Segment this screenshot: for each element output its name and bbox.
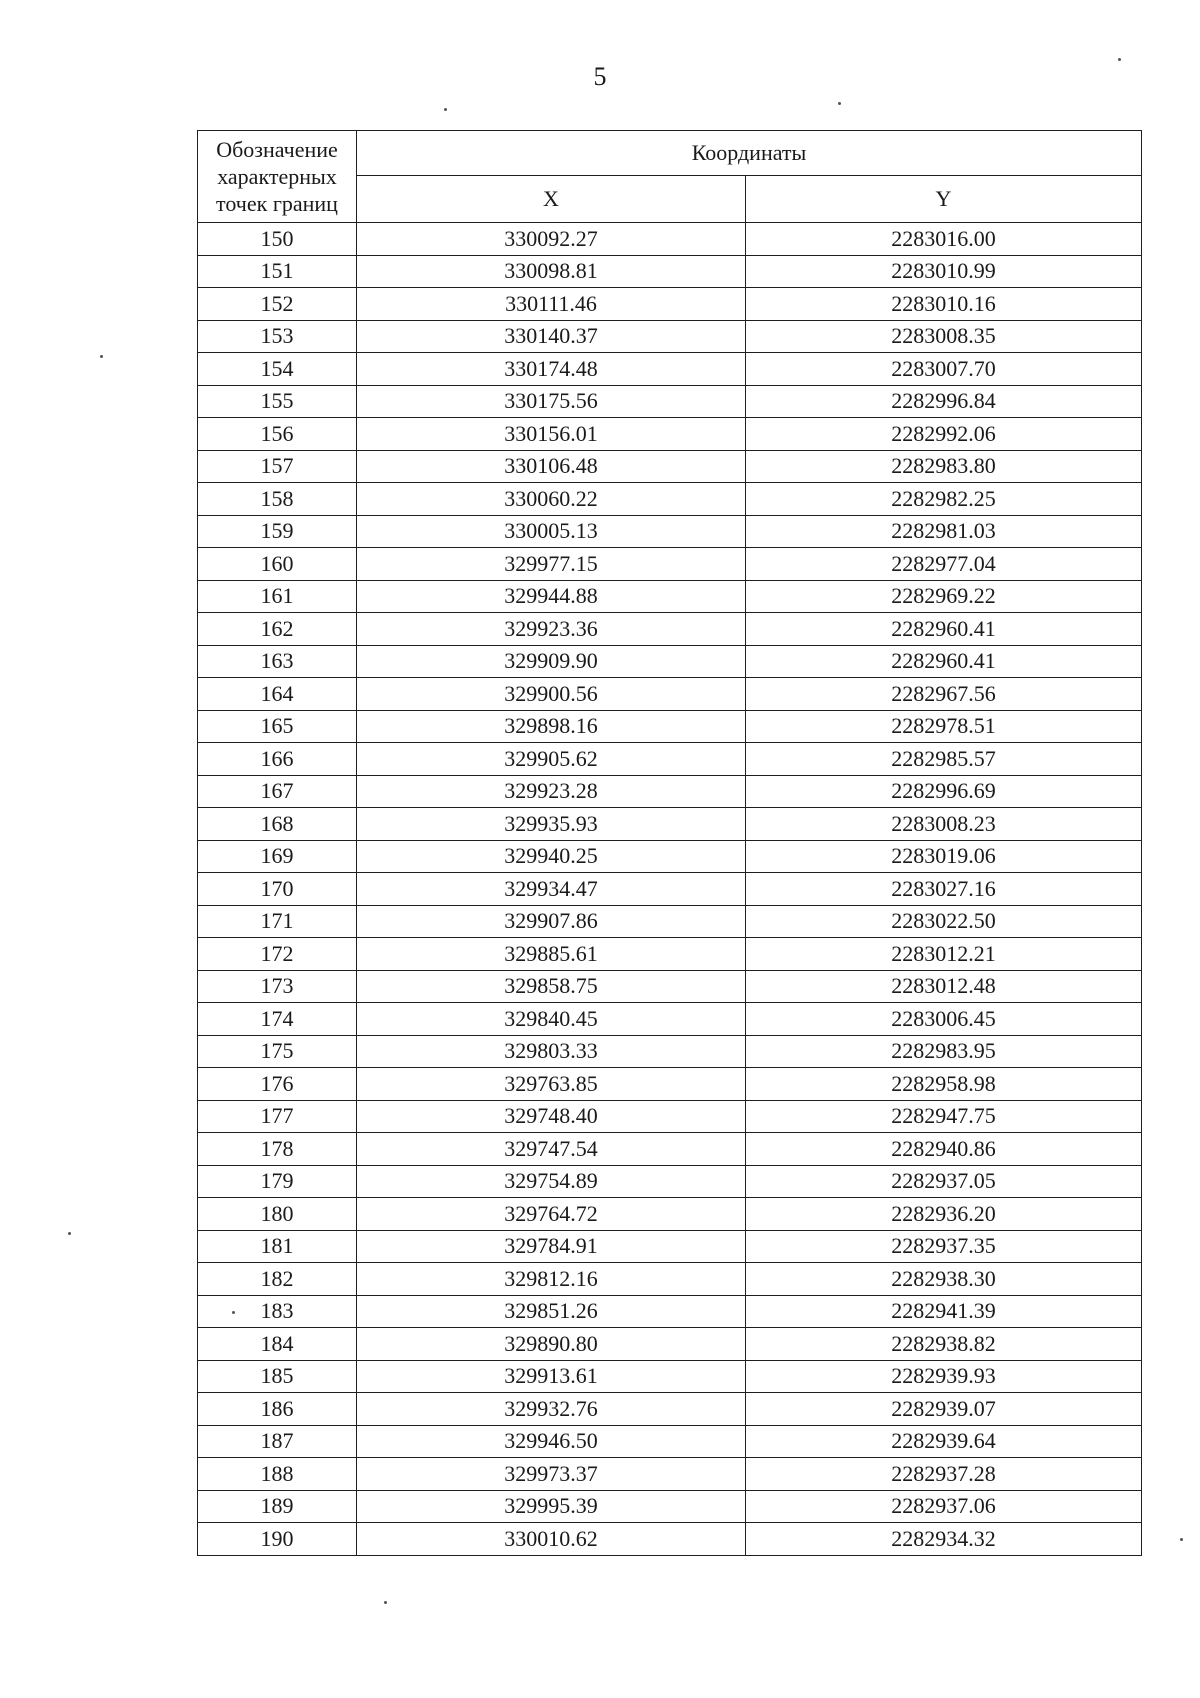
point-cell: 181 bbox=[198, 1230, 357, 1263]
y-coordinate-cell: 2283010.99 bbox=[746, 255, 1142, 288]
y-coordinate-cell: 2282977.04 bbox=[746, 548, 1142, 581]
point-cell: 182 bbox=[198, 1263, 357, 1296]
point-cell: 188 bbox=[198, 1458, 357, 1491]
x-coordinate-cell: 329944.88 bbox=[357, 580, 746, 613]
y-coordinate-cell: 2282939.93 bbox=[746, 1360, 1142, 1393]
y-coordinate-cell: 2282960.41 bbox=[746, 613, 1142, 646]
point-cell: 157 bbox=[198, 450, 357, 483]
y-coordinate-cell: 2282939.64 bbox=[746, 1425, 1142, 1458]
y-coordinate-cell: 2283008.23 bbox=[746, 808, 1142, 841]
x-coordinate-cell: 329995.39 bbox=[357, 1490, 746, 1523]
y-coordinate-cell: 2283008.35 bbox=[746, 320, 1142, 353]
table-row bbox=[198, 483, 1142, 516]
table-row bbox=[198, 873, 1142, 906]
table-row bbox=[198, 288, 1142, 321]
y-coordinate-cell: 2282941.39 bbox=[746, 1295, 1142, 1328]
table-row bbox=[198, 1133, 1142, 1166]
x-coordinate-cell: 330111.46 bbox=[357, 288, 746, 321]
x-coordinate-cell: 329900.56 bbox=[357, 678, 746, 711]
y-coordinate-cell: 2282978.51 bbox=[746, 710, 1142, 743]
point-cell: 166 bbox=[198, 743, 357, 776]
table-row bbox=[198, 1328, 1142, 1361]
y-coordinate-cell: 2282983.95 bbox=[746, 1035, 1142, 1068]
y-coordinate-cell: 2282981.03 bbox=[746, 515, 1142, 548]
table-row bbox=[198, 1490, 1142, 1523]
x-coordinate-cell: 329932.76 bbox=[357, 1393, 746, 1426]
table-row bbox=[198, 970, 1142, 1003]
scan-speck bbox=[232, 1311, 235, 1314]
point-cell: 187 bbox=[198, 1425, 357, 1458]
table-row bbox=[198, 1393, 1142, 1426]
table-row bbox=[198, 320, 1142, 353]
y-coordinate-cell: 2282996.84 bbox=[746, 385, 1142, 418]
y-coordinate-cell: 2282996.69 bbox=[746, 775, 1142, 808]
x-coordinate-cell: 329909.90 bbox=[357, 645, 746, 678]
y-coordinate-cell: 2282937.05 bbox=[746, 1165, 1142, 1198]
x-coordinate-cell: 330098.81 bbox=[357, 255, 746, 288]
x-coordinate-cell: 329840.45 bbox=[357, 1003, 746, 1036]
table-row bbox=[198, 580, 1142, 613]
x-coordinate-cell: 329923.28 bbox=[357, 775, 746, 808]
y-coordinate-cell: 2283012.48 bbox=[746, 970, 1142, 1003]
table-row bbox=[198, 1165, 1142, 1198]
table-row bbox=[198, 1198, 1142, 1231]
point-cell: 183 bbox=[198, 1295, 357, 1328]
table-row bbox=[198, 1425, 1142, 1458]
scan-speck bbox=[384, 1601, 387, 1604]
x-coordinate-cell: 330174.48 bbox=[357, 353, 746, 386]
table-row bbox=[198, 1263, 1142, 1296]
x-coordinate-cell: 329754.89 bbox=[357, 1165, 746, 1198]
table-row bbox=[198, 1523, 1142, 1556]
x-coordinate-cell: 329748.40 bbox=[357, 1100, 746, 1133]
scan-speck bbox=[100, 355, 103, 358]
x-coordinate-cell: 330106.48 bbox=[357, 450, 746, 483]
y-coordinate-cell: 2282940.86 bbox=[746, 1133, 1142, 1166]
table-body bbox=[198, 223, 1142, 1556]
x-coordinate-cell: 329973.37 bbox=[357, 1458, 746, 1491]
table-row bbox=[198, 905, 1142, 938]
point-cell: 177 bbox=[198, 1100, 357, 1133]
table-row bbox=[198, 1068, 1142, 1101]
table-row bbox=[198, 353, 1142, 386]
table-row bbox=[198, 1360, 1142, 1393]
x-coordinate-cell: 329812.16 bbox=[357, 1263, 746, 1296]
coordinates-table bbox=[197, 130, 1142, 1556]
y-coordinate-cell: 2282938.30 bbox=[746, 1263, 1142, 1296]
y-coordinate-cell: 2282992.06 bbox=[746, 418, 1142, 451]
x-coordinate-cell: 329885.61 bbox=[357, 938, 746, 971]
y-coordinate-cell: 2282939.07 bbox=[746, 1393, 1142, 1426]
y-coordinate-cell: 2282985.57 bbox=[746, 743, 1142, 776]
point-cell: 179 bbox=[198, 1165, 357, 1198]
point-cell: 190 bbox=[198, 1523, 357, 1556]
x-coordinate-cell: 329898.16 bbox=[357, 710, 746, 743]
point-designation-header: Обозначение характерных точек границ bbox=[198, 131, 357, 223]
x-coordinate-cell: 329747.54 bbox=[357, 1133, 746, 1166]
table-row bbox=[198, 515, 1142, 548]
point-cell: 180 bbox=[198, 1198, 357, 1231]
table-row bbox=[198, 418, 1142, 451]
y-coordinate-cell: 2283027.16 bbox=[746, 873, 1142, 906]
scan-speck bbox=[1118, 58, 1121, 61]
y-coordinate-cell: 2283016.00 bbox=[746, 223, 1142, 256]
x-column-header: X bbox=[357, 176, 746, 223]
table-row bbox=[198, 385, 1142, 418]
scan-speck bbox=[1180, 1538, 1183, 1541]
y-coordinate-cell: 2282960.41 bbox=[746, 645, 1142, 678]
table-row bbox=[198, 255, 1142, 288]
table-row bbox=[198, 1458, 1142, 1491]
point-cell: 155 bbox=[198, 385, 357, 418]
point-cell: 152 bbox=[198, 288, 357, 321]
y-coordinate-cell: 2282937.35 bbox=[746, 1230, 1142, 1263]
y-coordinate-cell: 2283012.21 bbox=[746, 938, 1142, 971]
y-coordinate-cell: 2283010.16 bbox=[746, 288, 1142, 321]
point-cell: 159 bbox=[198, 515, 357, 548]
point-cell: 150 bbox=[198, 223, 357, 256]
point-cell: 167 bbox=[198, 775, 357, 808]
y-coordinate-cell: 2282982.25 bbox=[746, 483, 1142, 516]
table-row bbox=[198, 450, 1142, 483]
point-cell: 154 bbox=[198, 353, 357, 386]
x-coordinate-cell: 329763.85 bbox=[357, 1068, 746, 1101]
point-cell: 189 bbox=[198, 1490, 357, 1523]
scan-speck bbox=[68, 1232, 71, 1235]
y-coordinate-cell: 2282938.82 bbox=[746, 1328, 1142, 1361]
table-row bbox=[198, 678, 1142, 711]
table-row bbox=[198, 1295, 1142, 1328]
x-coordinate-cell: 329934.47 bbox=[357, 873, 746, 906]
y-column-header: Y bbox=[746, 176, 1142, 223]
table-row bbox=[198, 710, 1142, 743]
x-coordinate-cell: 330140.37 bbox=[357, 320, 746, 353]
point-cell: 175 bbox=[198, 1035, 357, 1068]
point-cell: 171 bbox=[198, 905, 357, 938]
point-cell: 161 bbox=[198, 580, 357, 613]
y-coordinate-cell: 2282983.80 bbox=[746, 450, 1142, 483]
y-coordinate-cell: 2282934.32 bbox=[746, 1523, 1142, 1556]
table-row bbox=[198, 548, 1142, 581]
y-coordinate-cell: 2282947.75 bbox=[746, 1100, 1142, 1133]
y-coordinate-cell: 2282967.56 bbox=[746, 678, 1142, 711]
point-cell: 164 bbox=[198, 678, 357, 711]
x-coordinate-cell: 330060.22 bbox=[357, 483, 746, 516]
table-row bbox=[198, 1230, 1142, 1263]
y-coordinate-cell: 2283022.50 bbox=[746, 905, 1142, 938]
point-cell: 174 bbox=[198, 1003, 357, 1036]
table-row bbox=[198, 808, 1142, 841]
table-row bbox=[198, 613, 1142, 646]
table-row bbox=[198, 1003, 1142, 1036]
point-cell: 163 bbox=[198, 645, 357, 678]
x-coordinate-cell: 329858.75 bbox=[357, 970, 746, 1003]
x-coordinate-cell: 329907.86 bbox=[357, 905, 746, 938]
y-coordinate-cell: 2283007.70 bbox=[746, 353, 1142, 386]
scan-speck bbox=[838, 102, 841, 105]
point-cell: 170 bbox=[198, 873, 357, 906]
x-coordinate-cell: 329913.61 bbox=[357, 1360, 746, 1393]
y-coordinate-cell: 2282969.22 bbox=[746, 580, 1142, 613]
y-coordinate-cell: 2283019.06 bbox=[746, 840, 1142, 873]
x-coordinate-cell: 329764.72 bbox=[357, 1198, 746, 1231]
x-coordinate-cell: 330010.62 bbox=[357, 1523, 746, 1556]
x-coordinate-cell: 329803.33 bbox=[357, 1035, 746, 1068]
scan-speck bbox=[444, 108, 447, 111]
x-coordinate-cell: 330156.01 bbox=[357, 418, 746, 451]
point-cell: 172 bbox=[198, 938, 357, 971]
point-cell: 186 bbox=[198, 1393, 357, 1426]
x-coordinate-cell: 330175.56 bbox=[357, 385, 746, 418]
table-row bbox=[198, 743, 1142, 776]
point-cell: 184 bbox=[198, 1328, 357, 1361]
point-cell: 151 bbox=[198, 255, 357, 288]
point-cell: 156 bbox=[198, 418, 357, 451]
point-cell: 173 bbox=[198, 970, 357, 1003]
y-coordinate-cell: 2282958.98 bbox=[746, 1068, 1142, 1101]
table-row bbox=[198, 1100, 1142, 1133]
table-row bbox=[198, 840, 1142, 873]
x-coordinate-cell: 329923.36 bbox=[357, 613, 746, 646]
x-coordinate-cell: 329935.93 bbox=[357, 808, 746, 841]
x-coordinate-cell: 329940.25 bbox=[357, 840, 746, 873]
coordinates-header: Координаты bbox=[357, 131, 1142, 176]
point-cell: 176 bbox=[198, 1068, 357, 1101]
point-cell: 162 bbox=[198, 613, 357, 646]
point-cell: 169 bbox=[198, 840, 357, 873]
point-cell: 160 bbox=[198, 548, 357, 581]
x-coordinate-cell: 329784.91 bbox=[357, 1230, 746, 1263]
x-coordinate-cell: 329905.62 bbox=[357, 743, 746, 776]
x-coordinate-cell: 329851.26 bbox=[357, 1295, 746, 1328]
y-coordinate-cell: 2282936.20 bbox=[746, 1198, 1142, 1231]
point-cell: 158 bbox=[198, 483, 357, 516]
y-coordinate-cell: 2282937.06 bbox=[746, 1490, 1142, 1523]
x-coordinate-cell: 330092.27 bbox=[357, 223, 746, 256]
y-coordinate-cell: 2282937.28 bbox=[746, 1458, 1142, 1491]
table-row bbox=[198, 223, 1142, 256]
table-header bbox=[198, 131, 1142, 223]
x-coordinate-cell: 329890.80 bbox=[357, 1328, 746, 1361]
point-cell: 168 bbox=[198, 808, 357, 841]
x-coordinate-cell: 329946.50 bbox=[357, 1425, 746, 1458]
x-coordinate-cell: 330005.13 bbox=[357, 515, 746, 548]
table-row bbox=[198, 938, 1142, 971]
point-cell: 178 bbox=[198, 1133, 357, 1166]
y-coordinate-cell: 2283006.45 bbox=[746, 1003, 1142, 1036]
table-row bbox=[198, 1035, 1142, 1068]
x-coordinate-cell: 329977.15 bbox=[357, 548, 746, 581]
point-cell: 165 bbox=[198, 710, 357, 743]
table-row bbox=[198, 775, 1142, 808]
page-number: 5 bbox=[593, 62, 607, 91]
point-cell: 185 bbox=[198, 1360, 357, 1393]
table-row bbox=[198, 645, 1142, 678]
point-cell: 153 bbox=[198, 320, 357, 353]
